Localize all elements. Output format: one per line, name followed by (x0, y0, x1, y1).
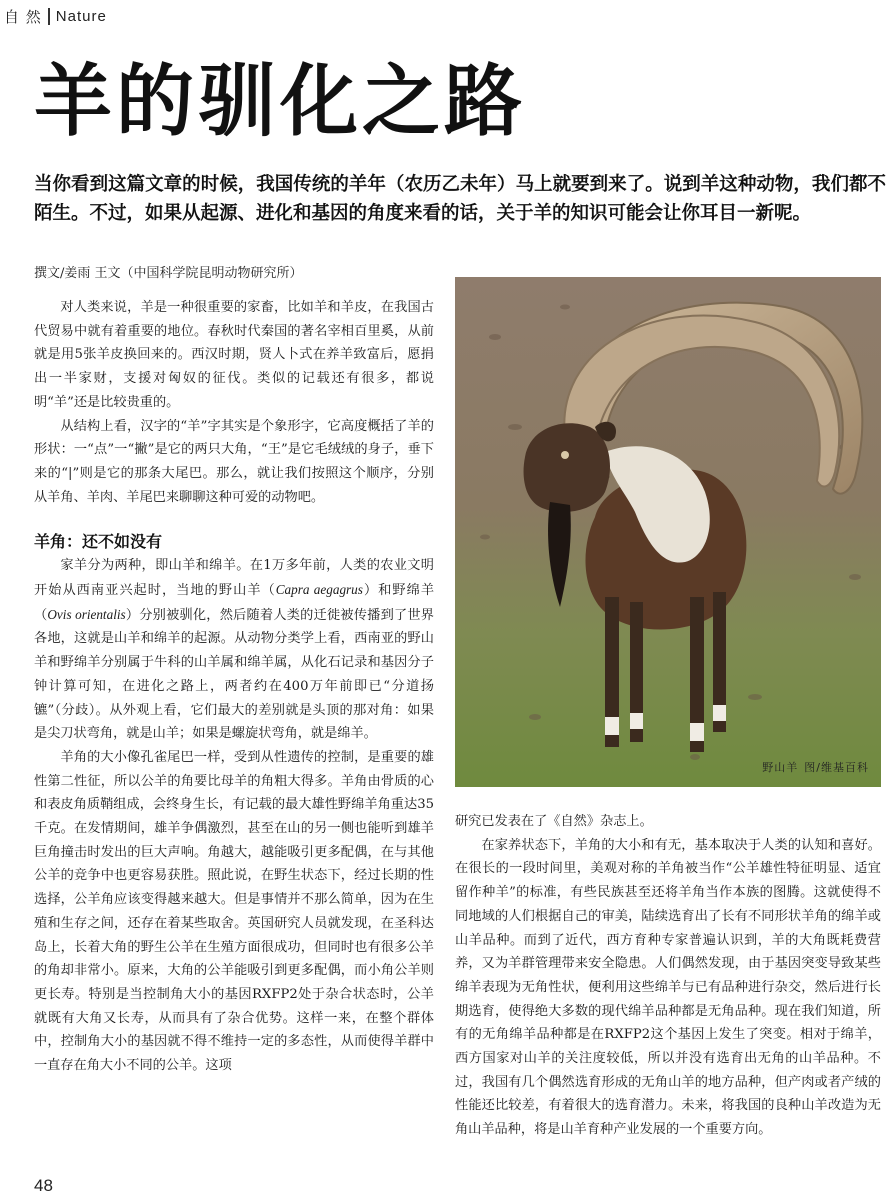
text-run: ）分别被驯化，然后随着人类的迁徙被传播到了世界各地，这就是山羊和绵羊的起源。从动物分类学上看，西南亚的野山羊和野绵羊分别属于牛科的山羊属和绵羊属，从化石记录和基因分子钟计算可知，在进化之路上，两者约在400万年前即已“分道扬镳”（分歧）。从外观上看，它们最大的差别就是头顶的那对角：如果是尖刀状弯角，就是山羊；如果是螺旋状弯角，就是绵羊。 (34, 607, 434, 742)
paragraph-continued: 研究已发表在了《自然》杂志上。 (455, 814, 653, 829)
section-label-cn: 自 然 (4, 8, 42, 26)
right-column (455, 810, 881, 1142)
paragraph: 从结构上看，汉字的“羊”字其实是个象形字，它高度概括了羊的形状：一“点”一“撇”是它的两只大角，“王”是它毛绒绒的身子，垂下来的“|”则是它的那条大尾巴。那么，就让我们按照这个顺序，分别从羊角、羊肉、羊尾巴来聊聊这种可爱的动物吧。 (34, 418, 434, 505)
paragraph: 在家养状态下，羊角的大小和有无，基本取决于人类的认知和喜好。在很长的一段时间里，美观对称的羊角被当作“公羊雄性特征明显、适宜留作种羊”的标准，有些民族甚至还将羊角当作本族的图腾。这就使得不同地域的人们根据自己的审美，陆续选育出了长有不同形状羊角的绵羊或山羊品种。而到了近代，西方育种专家普遍认识到，羊的大角既耗费营养，又为羊群管理带来安全隐患。人们偶然发现，由于基因突变导致某些绵羊表现为无角性状，便利用这些绵羊与已有品种进行杂交，然后进行长期选育，使得绝大多数的现代绵羊品种都是无角品种。现在我们知道，所有的无角绵羊品种都是在RXFP2这个基因上发生了突变。相对于绵羊，西方国家对山羊的关注度较低，所以并没有选育出无角的山羊品种。不过，我国有几个偶然选育形成的无角山羊的地方品种，但产肉或者产绒的性能还比较差，有着很大的选育潜力。未来，将我国的良种山羊改造为无角山羊品种，将是山羊育种产业发展的一个重要方向。 (455, 837, 881, 1138)
text-run: 家羊分为两种，即山羊和绵羊。在1万多年前，人类的农业文明开始从西南亚兴起时，当地的野山羊（ (34, 558, 434, 599)
paragraph-origin (34, 554, 434, 746)
goat-illustration (455, 277, 881, 787)
caption-text: 野山羊 (762, 761, 799, 774)
section-divider (48, 8, 50, 25)
article-title: 羊的驯化之路 (34, 57, 527, 147)
page-number: 48 (34, 1176, 53, 1195)
subheading-horn: 羊角：还不如没有 (34, 532, 163, 552)
paragraph: 羊角的大小像孔雀尾巴一样，受到从性遗传的控制，是重要的雄性第二性征，所以公羊的角要比母羊的角粗大得多。羊角由骨质的心和表皮角质鞘组成，会终身生长，有记载的最大雄性野绵羊角重达35千克。在发情期间，雄羊争偶激烈，甚至在山的另一侧也能听到雄羊巨角撞击时发出的巨大声响。角越大，越能吸引更多配偶，在与其他公羊的竞争中也更容易获胜。照此说，在野生状态下，经过长期的性选择，公羊角应该变得越来越大。但是事情并不那么简单，因为在生殖和生存之间，还存在着某些取舍。英国研究人员就发现，在圣科达岛上，长着大角的野生公羊在生殖方面很成功，但同时也有很多公羊的角却非常小。原来，大角的公羊能吸引到更多配偶，而小角公羊则更长寿。特别是当控制角大小的基因RXFP2处于杂合状态时，公羊就既有大角又长寿，从而具有了杂合优势。这样一来，在整个群体中，控制角大小的基因就不得不维持一定的多态性，从而使得羊群中一直存在角大小不同的公羊。这项 (34, 749, 434, 1074)
photo-caption (756, 759, 869, 775)
section-label-en: Nature (55, 8, 107, 25)
caption-credit: 图/维基百科 (804, 761, 869, 774)
left-column (34, 296, 434, 1078)
text-run: ）和野绵羊（ (34, 583, 435, 623)
scientific-name: Ovis orientalis (47, 606, 126, 622)
byline: 撰文/姜雨 王文（中国科学院昆明动物研究所） (34, 266, 303, 281)
scientific-name: Capra aegagrus (275, 582, 363, 598)
goat-head (524, 423, 610, 512)
paragraph: 对人类来说，羊是一种很重要的家畜，比如羊和羊皮，在我国古代贸易中就有着重要的地位。春秋时代秦国的著名宰相百里奚，从前就是用5张羊皮换回来的。西汉时期，贤人卜式在养羊致富后，愿捐出一半家财，支援对匈奴的征伐。类似的记载还有很多，都说明“羊”还是比较贵重的。 (34, 300, 434, 410)
article-lead: 当你看到这篇文章的时候，我国传统的羊年（农历乙未年）马上就要到来了。说到羊这种动物，我们都不陌生。不过，如果从起源、进化和基因的角度来看的话，关于羊的知识可能会让你耳目一新呢。 (34, 174, 886, 224)
section-tag (4, 6, 107, 27)
goat-photo (455, 277, 881, 787)
goat-eye (561, 451, 569, 459)
